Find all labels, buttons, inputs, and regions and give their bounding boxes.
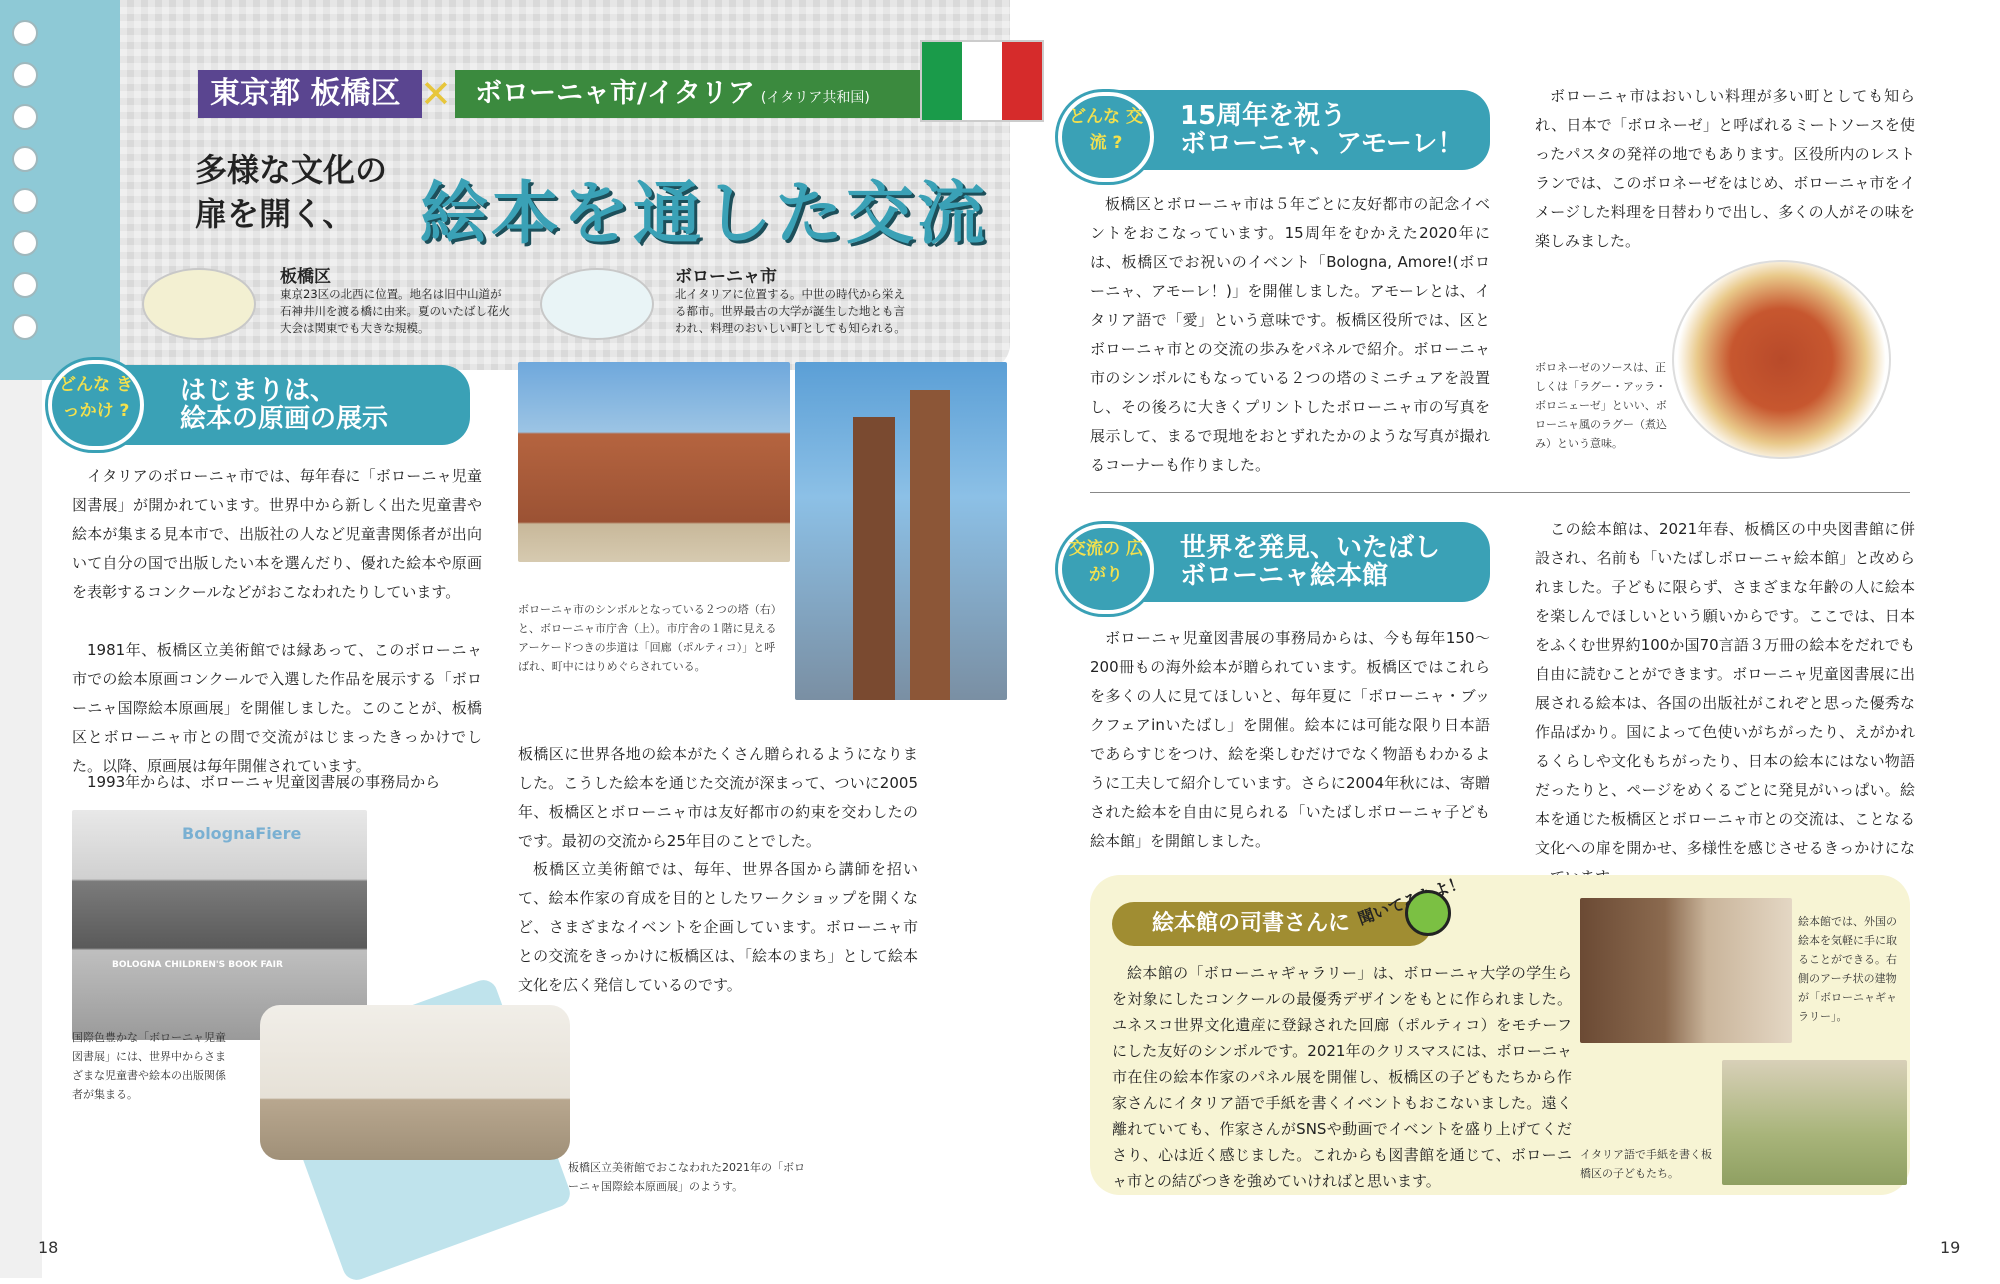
s1-paragraph-2: 1981年、板橋区立美術館では縁あって、このボローニャ市での絵本原画コンクールで入選した作品を展示する「ボローニャ国際絵本原画展」を開催しました。このことが、板橋区とボローニャ市との間で交流がはじまったきっかけでした。以降、原画展は毎年開催されています。 [72,641,482,775]
gallery-caption: 絵本館では、外国の絵本を気軽に手に取ることができる。右側のアーチ状の建物が「ボローニャギャラリー」。 [1798,915,1897,1023]
city-hall-photo [518,362,790,562]
page-title: 絵本を通した交流 [420,175,989,254]
binder-hole [12,188,38,214]
s3-paragraph-1: ボローニャ児童図書展の事務局からは、今も毎年150～200冊もの海外絵本が贈られています。板橋区ではこれらを多くの人に見てほしいと、毎年夏に「ボローニャ・ブックフェアinいたばし」を開催。絵本には可能な限り日本語であらすじをつけ、絵を楽しむだけでなく物語もわかるように工夫して紹介しています。さらに2004年秋には、寄贈された絵本を自由に見られる「いたばしボローニャ子ども絵本館」を開館しました。 [1090,629,1490,850]
s1-paragraph-4: 板橋区に世界各地の絵本がたくさん贈られるようになりました。こうした絵本を通じた交流が深まって、ついに2005年、板橋区とボローニャ市は友好都市の約束を交わしたのです。最初の交流から25年目のことでした。 [518,745,918,850]
bologna-label: ボローニャ市 [675,267,777,287]
binder-hole [12,230,38,256]
section1-badge: どんな きっかけ ? [48,360,144,450]
binder-hole [12,146,38,172]
section3-badge: 交流の 広がり [1058,524,1154,614]
towers-caption: ボローニャ市のシンボルとなっている２つの塔（右）と、ボローニャ市庁舎（上）。市庁舎の１階に見えるアーケードつきの歩道は「回廊（ポルティコ）」と呼ばれ、町中にはりめぐらされている。 [518,603,777,673]
ward-banner: 東京都 板橋区 [198,70,422,118]
s2-paragraph-2: ボローニャ市はおいしい料理が多い町としても知られ、日本で「ボロネーゼ」と呼ばれるミートソースを使ったパスタの発祥の地でもあります。区役所内のレストランでは、このボロネーゼをはじめ、ボローニャ市をイメージした料理を日替わりで出し、多くの人がその味を楽しみました。 [1535,87,1915,250]
binder-hole [12,62,38,88]
s1-paragraph-3: 1993年からは、ボローニャ児童図書展の事務局から [87,773,441,791]
binder-hole [12,104,38,130]
country-name: (イタリア共和国) [760,90,870,106]
s1-paragraph-1: イタリアのボローニャ市では、毎年春に「ボローニャ児童図書展」が開かれています。世界中から新しく出た児童書や絵本が集まる見本市で、出版社の人など児童書関係者が出向いて自分の国で出版したい本を選んだり、優れた絵本や原画を表彰するコンクールなどがおこなわれたりしています。 [72,467,482,601]
title-header [120,0,1010,370]
itabashi-label: 板橋区 [280,267,331,287]
towers-photo [795,362,1007,700]
cross-mark: ✕ [420,72,452,116]
binder-hole [12,272,38,298]
museum-caption: 板橋区立美術館でおこなわれた2021年の「ボローニャ国際絵本原画展」のようす。 [568,1161,805,1193]
pasta-photo [1672,260,1891,459]
city-name: ボローニャ市/イタリア [475,78,755,109]
section3-heading: 世界を発見、いたばし ボローニャ絵本館 [1110,522,1490,602]
section-divider [1090,492,1910,493]
bologna-desc: 北イタリアに位置する。中世の時代から栄える都市。世界最古の大学が誕生した地とも言われ、料理のおいしい町としても知られる。 [675,287,906,335]
s1-paragraph-5: 板橋区立美術館では、毎年、世界各国から講師を招いて、絵本作家の育成を目的としたワークショップを開くなど、さまざまなイベントを企画しています。ボローニャ市との交流をきっかけに板橋区は、「絵本のまち」として絵本文化を広く発信しているのです。 [518,860,918,994]
fair-sign: BolognaFiere [182,824,302,843]
section2-badge: どんな 交流 ? [1058,92,1154,182]
s2-paragraph-1: 板橋区とボローニャ市は５年ごとに友好都市の記念イベントをおこなっています。15周年をむかえた2020年には、板橋区でお祝いのイベント「Bologna, Amore!(ボローニャ、アモーレ！)」を開催しました。アモーレとは、イタリア語で「愛」という意味です。板橋区役所では、区とボローニャ市との交流の歩みをパネルで紹介。ボローニャ市のシンボルにもなっている２つの塔のミニチュアを設置し、その後ろに大きくプリントしたボローニャ市の写真を展示して、まるで現地をおとずれたかのような写真が撮れるコーナーも作りました。 [1090,195,1490,474]
kids-photo [1722,1060,1907,1185]
s3-paragraph-2: この絵本館は、2021年春、板橋区の中央図書館に併設され、名前も「いたばしボローニャ絵本館」と改められました。子どもに限らず、さまざまな年齢の人に絵本を楽しんでほしいという願いからです。ここでは、日本をふくむ世界約100か国70言語３万冊の絵本をだれでも自由に読むことができます。ボローニャ児童図書展に出展される絵本は、各国の出版社がこれぞと思った優秀な作品ばかり。国によって色使いがちがったり、えがかれるくらしや文化もちがったり、日本の絵本にはない物語だったりと、ページをめくるごとに発見がいっぱい。絵本を通じた板橋区とボローニャ市との交流は、ことなる文化への扉を開かせ、多様性を感じさせるきっかけにな [1535,520,1915,857]
itabashi-desc: 東京23区の北西に位置。地名は旧中山道が石神井川を渡る橋に由来。夏のいたばし花火大会は関東でも大きな規模。 [280,287,510,335]
italy-flag-icon [920,40,1044,122]
title-sub: 多様な文化の 扉を開く、 [195,151,388,233]
italy-map-icon [540,268,654,340]
kids-caption: イタリア語で手紙を書く板橋区の子どもたち。 [1580,1148,1712,1180]
section1-heading: はじまりは、 絵本の原画の展示 [110,365,470,445]
museum-photo [260,1005,570,1160]
librarian-heading: 絵本館の司書さんに [1112,902,1432,946]
itabashi-map-icon [142,268,256,340]
fair-banner: BOLOGNA CHILDREN'S BOOK FAIR [112,960,283,970]
librarian-text: 絵本館の「ボローニャギャラリー」は、ボローニャ大学の学生らを対象にしたコンクールの最優秀デザインをもとに作られました。ユネスコ世界文化遺産に登録された回廊（ポルティコ）をモチーフにした友好のシンボルです。2021年のクリスマスには、ボローニャ市在住の絵本作家のパネル展を開催し、板橋区の子どもたちから作家さんにイタリア語で手紙を書くイベントもおこないました。遠く離れていても、作家さんがSNSや動画でイベントを盛り上げてくださり、心は近く感じました。これからも図書館を通じて、ボローニャ市との結びつきを強めていければと思います。 [1112,964,1572,1190]
binder-hole [12,20,38,46]
book-fair-caption: 国際色豊かな「ボローニャ児童図書展」には、世界中からさまざまな児童書や絵本の出版関係者が集まる。 [72,1031,226,1101]
page-number-left: 18 [38,1238,59,1257]
gallery-photo [1580,898,1792,1043]
section2-heading: 15周年を祝う ボローニャ、アモーレ！ [1110,90,1490,170]
microphone-icon [1405,890,1451,936]
pasta-caption: ボロネーゼのソースは、正しくは「ラグー・アッラ・ボロニェーゼ」といい、ボローニャ風のラグー（煮込み）という意味。 [1535,361,1667,450]
binder-hole [12,314,38,340]
page-number-right: 19 [1940,1238,1961,1257]
